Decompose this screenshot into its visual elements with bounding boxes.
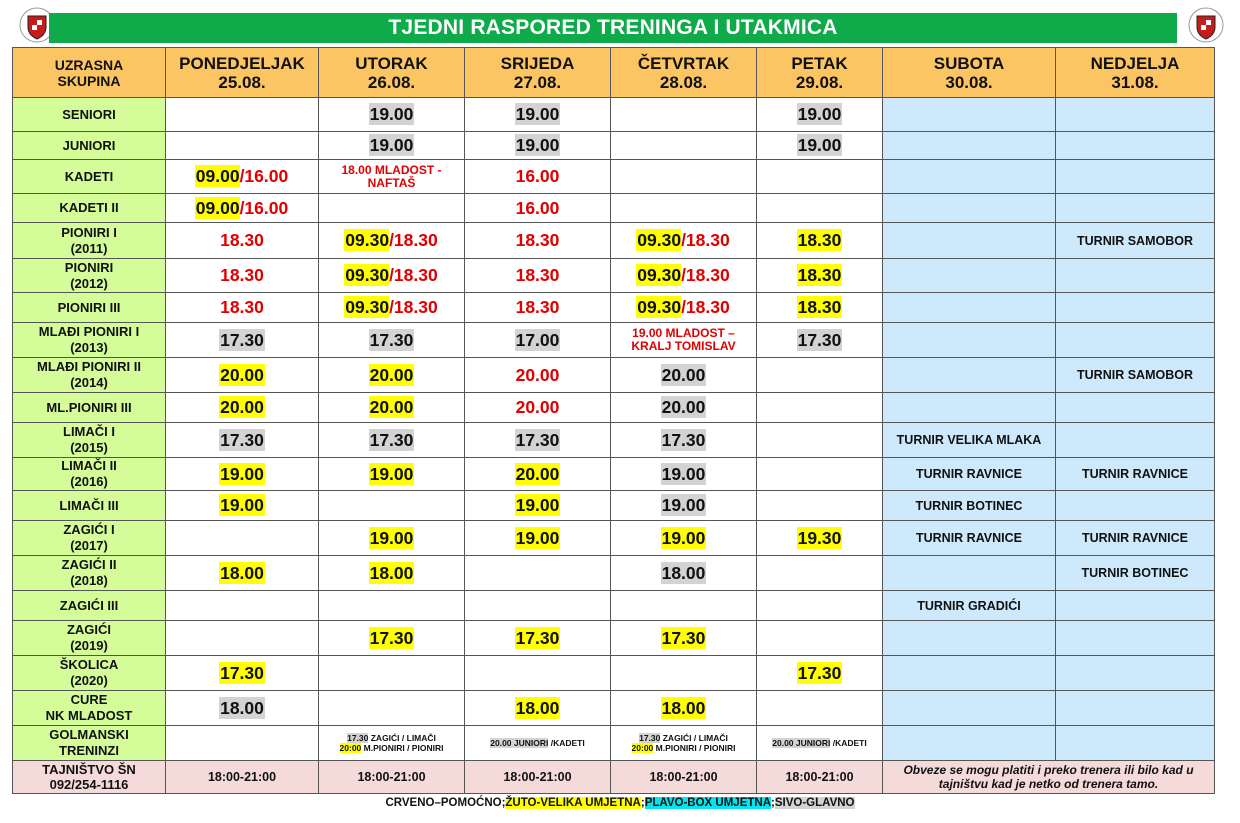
schedule-cell [465, 194, 611, 223]
schedule-cell [465, 423, 611, 458]
schedule-cell [757, 458, 883, 491]
time-value: /18.30 [681, 297, 730, 317]
time-value: 20.00 [661, 364, 706, 385]
time-value: 17.30 [515, 429, 560, 450]
schedule-cell [465, 293, 611, 323]
time-value: 20.00 [369, 364, 414, 385]
table-row [13, 323, 1215, 358]
time-value: 19.00 [369, 463, 414, 484]
table-row [13, 521, 1215, 556]
schedule-cell [465, 358, 611, 393]
schedule-cell [319, 556, 465, 591]
schedule-cell [1056, 491, 1215, 521]
schedule-cell [166, 223, 319, 259]
schedule-cell [166, 323, 319, 358]
schedule-cell [319, 621, 465, 656]
time-value: 20.00 [515, 463, 560, 484]
schedule-cell [166, 621, 319, 656]
age-group-label: PIONIRI III [13, 293, 166, 323]
schedule-cell [883, 194, 1056, 223]
time-value: 18.30 [797, 297, 842, 317]
secretariat-label: TAJNIŠTVO ŠN 092/254-1116 [13, 761, 166, 794]
schedule-cell [465, 132, 611, 160]
schedule-cell [319, 194, 465, 223]
schedule-cell [757, 293, 883, 323]
schedule-cell [757, 323, 883, 358]
table-row [13, 259, 1215, 293]
schedule-cell [319, 259, 465, 293]
schedule-cell [465, 98, 611, 132]
schedule-cell [465, 223, 611, 259]
schedule-cell [465, 621, 611, 656]
table-row [13, 726, 1215, 761]
schedule-cell [465, 259, 611, 293]
table-row [13, 98, 1215, 132]
schedule-cell [757, 98, 883, 132]
time-value: 19.30 [797, 527, 842, 548]
time-value: 17.30 [661, 627, 706, 648]
tournament-cell: TURNIR BOTINEC [883, 491, 1056, 521]
goalkeeper-line: 20:00 M.PIONIRI / PIONIRI [631, 743, 736, 753]
tournament-cell: TURNIR VELIKA MLAKA [883, 423, 1056, 458]
goalkeeper-line: 20.00 JUNIORI /KADETI [772, 738, 867, 748]
column-header-day: UTORAK 26.08. [319, 48, 465, 98]
time-value: 17.00 [515, 329, 560, 350]
time-value: 17.30 [220, 662, 264, 683]
time-value: 19.00 [661, 527, 706, 548]
column-header-day: ČETVRTAK 28.08. [611, 48, 757, 98]
schedule-cell [319, 223, 465, 259]
schedule-cell [883, 132, 1056, 160]
schedule-cell [465, 591, 611, 621]
time-value: 17.30 [220, 429, 264, 450]
match-text: 18.00 MLADOST - NAFTAŠ [341, 162, 442, 190]
tournament-cell: TURNIR SAMOBOR [1056, 358, 1215, 393]
age-group-label: LIMAČI II (2016) [13, 458, 166, 491]
schedule-cell [883, 160, 1056, 194]
schedule-cell [757, 491, 883, 521]
goalkeeper-line: 20.00 JUNIORI /KADETI [490, 738, 585, 748]
schedule-cell [883, 98, 1056, 132]
age-group-label: ZAGIĆI (2019) [13, 621, 166, 656]
time-value: 20.00 [220, 364, 264, 385]
schedule-cell [883, 691, 1056, 726]
table-row [13, 591, 1215, 621]
tournament-cell: TURNIR GRADIĆI [883, 591, 1056, 621]
time-value: 18.30 [515, 230, 560, 250]
time-value: 19.00 [515, 495, 560, 515]
schedule-cell [465, 458, 611, 491]
schedule-cell [319, 491, 465, 521]
time-value: 19.00 [369, 135, 414, 155]
schedule-cell [757, 393, 883, 423]
age-group-label: MLAĐI PIONIRI II (2014) [13, 358, 166, 393]
tournament-cell: TURNIR RAVNICE [883, 521, 1056, 556]
time-value: 18.00 [220, 562, 264, 583]
schedule-cell [319, 323, 465, 358]
table-row [13, 691, 1215, 726]
schedule-cell [611, 393, 757, 423]
schedule-cell [883, 293, 1056, 323]
schedule-cell [1056, 423, 1215, 458]
goalkeeper-cell [465, 726, 611, 761]
schedule-cell [465, 160, 611, 194]
column-header-day: SRIJEDA 27.08. [465, 48, 611, 98]
schedule-cell [1056, 293, 1215, 323]
time-value: 19.00 [369, 104, 414, 124]
schedule-cell [465, 393, 611, 423]
office-hours-cell: 18:00-21:00 [611, 761, 757, 794]
schedule-cell [166, 521, 319, 556]
schedule-cell [611, 621, 757, 656]
legend-separator: ; [771, 797, 775, 809]
schedule-cell [319, 160, 465, 194]
schedule-cell [757, 521, 883, 556]
table-row [13, 358, 1215, 393]
schedule-cell [166, 491, 319, 521]
age-group-label: GOLMANSKI TRENINZI [13, 726, 166, 761]
schedule-cell [757, 621, 883, 656]
schedule-cell [757, 194, 883, 223]
schedule-cell [883, 556, 1056, 591]
table-row [13, 132, 1215, 160]
time-value: 18.30 [515, 297, 560, 317]
schedule-cell [166, 458, 319, 491]
schedule-cell [465, 556, 611, 591]
time-value: 16.00 [515, 197, 560, 218]
schedule-cell [883, 259, 1056, 293]
schedule-cell [883, 223, 1056, 259]
schedule-cell [611, 521, 757, 556]
schedule-cell [319, 393, 465, 423]
age-group-label: LIMAČI I (2015) [13, 423, 166, 458]
color-legend [0, 797, 1240, 809]
table-row [13, 458, 1215, 491]
time-value: 09.00 [195, 197, 240, 218]
goalkeeper-cell [611, 726, 757, 761]
table-row [13, 160, 1215, 194]
schedule-cell [883, 726, 1056, 761]
time-value: 18.30 [220, 265, 264, 285]
time-value: 09.00 [195, 166, 240, 186]
time-value: 17.30 [797, 662, 842, 683]
schedule-cell [166, 293, 319, 323]
time-value: 09.30 [345, 230, 390, 250]
time-value: /18.30 [681, 230, 730, 250]
time-value: 19.00 [661, 495, 706, 515]
schedule-cell [166, 691, 319, 726]
office-hours-cell: 18:00-21:00 [319, 761, 465, 794]
time-value: 16.00 [515, 166, 560, 186]
club-crest-icon [1188, 7, 1224, 43]
time-value: 19.00 [515, 104, 560, 124]
schedule-cell [611, 223, 757, 259]
schedule-cell [319, 691, 465, 726]
table-row [13, 194, 1215, 223]
time-value: 18.30 [515, 265, 560, 285]
schedule-cell [166, 656, 319, 691]
legend-separator: ; [640, 797, 645, 809]
tournament-cell: TURNIR RAVNICE [1056, 458, 1215, 491]
schedule-cell [166, 393, 319, 423]
time-value: 18.00 [369, 562, 414, 583]
schedule-cell [757, 259, 883, 293]
schedule-cell [166, 556, 319, 591]
schedule-cell [166, 591, 319, 621]
office-hours-cell: 18:00-21:00 [757, 761, 883, 794]
schedule-cell [611, 556, 757, 591]
time-value: 09.30 [345, 265, 390, 285]
time-value: 17.30 [369, 627, 414, 648]
schedule-cell [611, 323, 757, 358]
table-row [13, 491, 1215, 521]
tournament-cell: TURNIR BOTINEC [1056, 556, 1215, 591]
schedule-cell [1056, 656, 1215, 691]
schedule-cell [166, 259, 319, 293]
schedule-table [12, 47, 1215, 794]
schedule-cell [319, 521, 465, 556]
time-value: 17.30 [797, 329, 842, 350]
time-value: 19.00 [797, 104, 842, 124]
column-header-day: PETAK 29.08. [757, 48, 883, 98]
header-row [13, 48, 1215, 98]
schedule-cell [465, 491, 611, 521]
column-header-day: NEDJELJA 31.08. [1056, 48, 1215, 98]
legend-blue: PLAVO-BOX UMJETNA [644, 797, 771, 809]
column-header-day: SUBOTA 30.08. [883, 48, 1056, 98]
time-value: 18.00 [220, 697, 264, 718]
time-value: /18.30 [681, 265, 730, 285]
payment-note: Obveze se mogu platiti i preko trenera ili bilo kad u tajništvu kad je netko od trenera tamo. [883, 761, 1215, 794]
time-value: 20.00 [220, 397, 264, 417]
time-value: 20.00 [369, 397, 414, 417]
schedule-cell [465, 323, 611, 358]
age-group-label: PIONIRI I (2011) [13, 223, 166, 259]
time-value: 18.00 [515, 697, 560, 718]
schedule-cell [1056, 132, 1215, 160]
schedule-cell [611, 293, 757, 323]
schedule-cell [319, 458, 465, 491]
schedule-cell [757, 423, 883, 458]
table-row [13, 423, 1215, 458]
office-hours-cell: 18:00-21:00 [166, 761, 319, 794]
table-row [13, 223, 1215, 259]
age-group-label: CURE NK MLADOST [13, 691, 166, 726]
schedule-cell [611, 160, 757, 194]
age-group-label: ML.PIONIRI III [13, 393, 166, 423]
schedule-cell [166, 98, 319, 132]
schedule-cell [1056, 726, 1215, 761]
time-value: 19.00 [515, 527, 560, 548]
schedule-cell [1056, 98, 1215, 132]
schedule-cell [319, 293, 465, 323]
tournament-cell: TURNIR SAMOBOR [1056, 223, 1215, 259]
age-group-label: PIONIRI (2012) [13, 259, 166, 293]
time-value: 19.00 [369, 527, 414, 548]
secretariat-row [13, 761, 1215, 794]
office-hours-cell: 18:00-21:00 [465, 761, 611, 794]
time-value: 17.30 [515, 627, 560, 648]
schedule-cell [166, 358, 319, 393]
time-value: 18.00 [661, 562, 706, 583]
schedule-cell [319, 656, 465, 691]
schedule-cell [1056, 591, 1215, 621]
goalkeeper-cell [319, 726, 465, 761]
table-row [13, 556, 1215, 591]
schedule-cell [883, 621, 1056, 656]
schedule-cell [757, 656, 883, 691]
schedule-cell [883, 358, 1056, 393]
table-row [13, 393, 1215, 423]
schedule-cell [611, 656, 757, 691]
table-row [13, 293, 1215, 323]
age-group-label: ZAGIĆI III [13, 591, 166, 621]
schedule-cell [319, 358, 465, 393]
schedule-cell [166, 160, 319, 194]
schedule-cell [1056, 621, 1215, 656]
time-value: 19.00 [220, 495, 264, 515]
schedule-cell [611, 691, 757, 726]
time-value: 19.00 [515, 135, 560, 155]
schedule-cell [757, 223, 883, 259]
time-value: 17.30 [369, 329, 414, 350]
schedule-cell [1056, 393, 1215, 423]
time-value: 19.00 [797, 135, 842, 155]
schedule-cell [611, 259, 757, 293]
age-group-label: LIMAČI III [13, 491, 166, 521]
goalkeeper-line: 17.30 ZAGIĆI / LIMAČI [639, 733, 728, 743]
time-value: /18.30 [389, 265, 438, 285]
time-value: 09.30 [637, 297, 682, 317]
schedule-cell [883, 393, 1056, 423]
time-value: 18.30 [220, 230, 264, 250]
age-group-label: SENIORI [13, 98, 166, 132]
age-group-label: KADETI [13, 160, 166, 194]
schedule-cell [611, 358, 757, 393]
schedule-cell [883, 656, 1056, 691]
goalkeeper-line: 20:00 M.PIONIRI / PIONIRI [339, 743, 444, 753]
time-value: 18.30 [797, 230, 842, 250]
schedule-cell [1056, 194, 1215, 223]
schedule-cell [757, 556, 883, 591]
tournament-cell: TURNIR RAVNICE [883, 458, 1056, 491]
schedule-cell [319, 98, 465, 132]
time-value: /18.30 [389, 230, 438, 250]
legend-yellow: ŽUTO-VELIKA UMJETNA [505, 797, 641, 809]
age-group-label: ŠKOLICA (2020) [13, 656, 166, 691]
table-row [13, 621, 1215, 656]
table-row [13, 656, 1215, 691]
legend-grey: SIVO-GLAVNO [774, 797, 855, 809]
schedule-cell [1056, 160, 1215, 194]
time-value: 20.00 [515, 397, 560, 417]
time-value: 19.00 [661, 463, 706, 484]
schedule-cell [611, 98, 757, 132]
schedule-cell [757, 358, 883, 393]
legend-red: CRVENO–POMOĆNO; [385, 797, 506, 809]
time-value: /16.00 [239, 166, 289, 186]
schedule-cell [166, 726, 319, 761]
schedule-cell [465, 521, 611, 556]
tournament-cell: TURNIR RAVNICE [1056, 521, 1215, 556]
time-value: 18.30 [220, 297, 264, 317]
schedule-cell [166, 132, 319, 160]
schedule-cell [319, 423, 465, 458]
age-group-label: JUNIORI [13, 132, 166, 160]
time-value: 20.00 [661, 397, 706, 417]
time-value: 09.30 [637, 265, 682, 285]
schedule-cell [757, 591, 883, 621]
schedule-cell [611, 423, 757, 458]
time-value: /18.30 [389, 297, 438, 317]
time-value: 18.00 [661, 697, 706, 718]
schedule-cell [319, 591, 465, 621]
column-header-group: UZRASNA SKUPINA [13, 48, 166, 98]
schedule-cell [611, 458, 757, 491]
time-value: 20.00 [515, 364, 560, 385]
time-value: 18.30 [797, 265, 842, 285]
age-group-label: ZAGIĆI I (2017) [13, 521, 166, 556]
schedule-cell [611, 132, 757, 160]
schedule-cell [465, 656, 611, 691]
goalkeeper-line: 17.30 ZAGIĆI / LIMAČI [347, 733, 436, 743]
schedule-cell [611, 591, 757, 621]
schedule-cell [757, 691, 883, 726]
schedule-cell [611, 194, 757, 223]
time-value: 19.00 [220, 463, 264, 484]
time-value: 09.30 [637, 230, 682, 250]
schedule-cell [883, 323, 1056, 358]
schedule-cell [611, 491, 757, 521]
schedule-cell [1056, 323, 1215, 358]
age-group-label: KADETI II [13, 194, 166, 223]
age-group-label: MLAĐI PIONIRI I (2013) [13, 323, 166, 358]
schedule-cell [166, 423, 319, 458]
match-text: 19.00 MLADOST – KRALJ TOMISLAV [631, 326, 736, 353]
time-value: 17.30 [220, 329, 264, 350]
column-header-day: PONEDJELJAK 25.08. [166, 48, 319, 98]
schedule-cell [465, 691, 611, 726]
schedule-cell [1056, 259, 1215, 293]
time-value: 17.30 [369, 429, 414, 450]
schedule-cell [166, 194, 319, 223]
time-value: 17.30 [661, 429, 706, 450]
schedule-cell [1056, 691, 1215, 726]
page-title: TJEDNI RASPORED TRENINGA I UTAKMICA [49, 13, 1177, 43]
schedule-cell [757, 132, 883, 160]
age-group-label: ZAGIĆI II (2018) [13, 556, 166, 591]
goalkeeper-cell [757, 726, 883, 761]
schedule-cell [757, 160, 883, 194]
schedule-cell [319, 132, 465, 160]
time-value: /16.00 [239, 197, 289, 218]
time-value: 09.30 [345, 297, 390, 317]
